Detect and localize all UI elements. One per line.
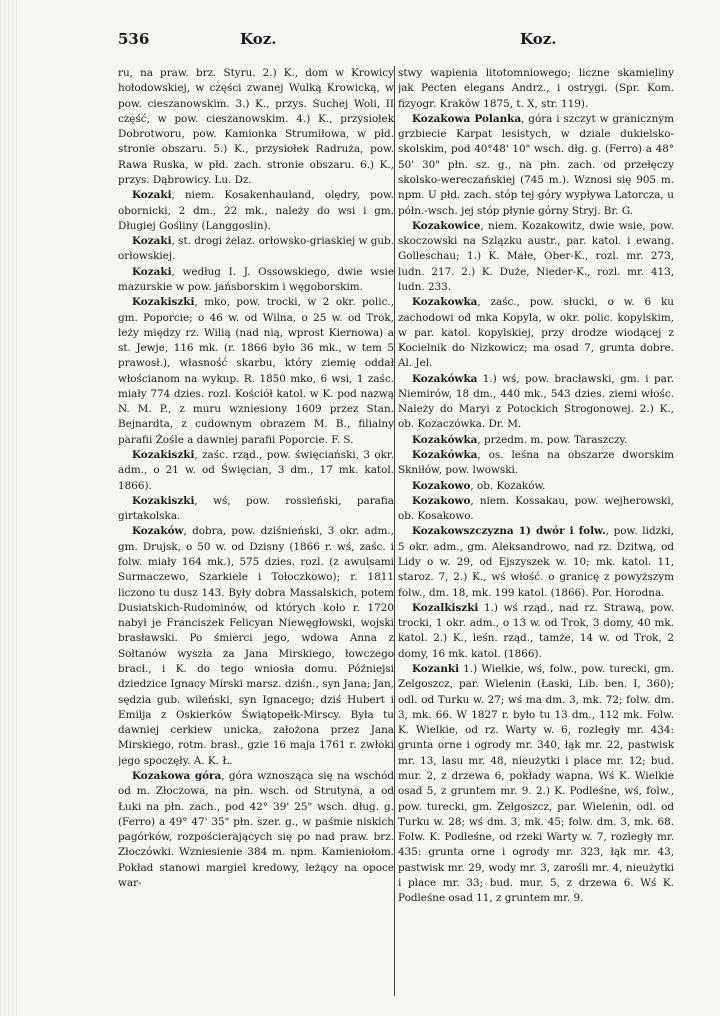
page-binding-edge: [0, 0, 20, 1016]
right-column: [398, 66, 674, 1002]
entry-paragraph: Kozalkiszki 1.) wś rząd., nad rz. Strawą, pow. trocki, 1 okr. adm., o 13 w. od Trok, 3 domy, 40 mk. katol. 2.) K., leśn. rząd., tamże, 14 w. od Trok, 2 domy, 16 mk. katol. (1866).: [398, 601, 674, 660]
entry-paragraph: Kozaki, według I. J. Ossowskiego, dwie wsie mazurskie w pow. jańsborskim i węgoborskim.: [118, 265, 394, 293]
entry-paragraph: Kozakówka, os. leśna na obszarze dworskim Skniłów, pow. lwowski.: [398, 449, 674, 477]
entry-paragraph: Kozakówka, przedm. m. pow. Taraszczy.: [412, 433, 628, 446]
left-running-head: Koz.: [240, 30, 277, 48]
entry-paragraph: stwy wapienia litotomniowego; liczne skamieliny jak Pecten elegans Andrz., i ostrygi. (Spr. Kom. fizyogr. Kraków 1875, t. X, str. 119).: [398, 67, 674, 110]
entry-paragraph: Kozakowa Polanka, góra i szczyt w granicznym grzbiecie Karpat lesistych, w dziale dukielsko-skolskim, pod 40°48' 10" wsch. dłg. g. (Ferro) a 48° 50' 30" płn. sz. g., na płn. zach. od przełęczy skolsko-wereczańskiej (745 m.). Wznosi się 905 m. npm. U płd. zach. stóp tej góry wypływa Latorcza, u półn.-wsch. jej stóp płynie górny Stryj. Br. G.: [398, 112, 674, 217]
entry-paragraph: Kozakiszki, zaśc. rząd., pow. święciański, 3 okr. adm., o 21 w. od Święcian, 3 dm., 17 mk. katol. 1866).: [118, 449, 394, 492]
entry-paragraph: Kozakowka, zaśc., pow. słucki, o w. 6 ku zachodowi od mka Kopyla, w okr. polic. kopylskim, w par. katol. kopylskiej, przy drodze wiodącej z Kocielnik do Nizkowicz; ma osad 7, grunta dobre. Al. Jel.: [398, 296, 674, 370]
entry-paragraph: Kozaków, dobra, pow. dziśnieński, 3 okr. adm., gm. Drujsk, o 50 w. od Dzisny (1866 r. wś, zaśc. i folw. miały 164 mk.), 575 dzies. rozl. (z awulsami Surmaczewo, Szarkiele i Tołoczkowo); r. 1811 liczono tu dusz 143. Były dobra Massalskich, potem Dusiatskich-Rudominów, od których koło r. 1720 nabył je Franciszek Felicyan Niewęgłowski, wojski brasławski. Po śmierci jego, wdowa Anna z Sołtanów wyszła za Jana Mirskiego, łowczego bracł., i K. do tego wniosła domu. Późniejsi dziedzice Ignacy Mirski marsz. dziśn., syn Jana; Jan, sędzia gub. wileński, syn Ignacego; dziś Hubert i Emilja z Oskierków Świątopełk-Mirscy. Była tu dawniej cerkiew unicka, założona przez Jana Mirskiego, rotm. brasł., gzie 16 maja 1761 r. zwłoki jego spoczęły. A. K. Ł.: [118, 525, 394, 767]
entry-paragraph: Kozakówka 1.) wś, pow. bracławski, gm. i par. Niemirów, 18 dm., 440 mk., 543 dzies. ziemi włośc. Należy do Maryi z Potockich Strogonowej. 2.) K., ob. Kozaczówka. Dr. M.: [398, 372, 674, 431]
entry-paragraph: Kozanki 1.) Wielkie, wś, folw., pow. turecki, gm. Zelgoszcz, par. Wielenin (Łaski, Lib. ben. I, 360); odl. od Turku w. 27; wś ma dm. 3, mk. 72; folw. dm. 3, mk. 66. W 1827 r. było tu 13 dm., 112 mk. Folw. K. Wielkie, od rz. Warty w. 6, rozległy mr. 434: grunta orne i ogrody mr. 340, łąk mr. 22, pastwisk mr. 13, lasu mr. 48, nieużytki i place mr. 12; bud. mur. 2, z drzewa 6, pokłady wapna. Wś K. Wielkie osad 5, z gruntem mr. 9. 2.) K. Podleśne, wś, folw., pow. turecki, gm. Zelgoszcz, par. Wielenin, odl. od Turku w. 28; wś dm. 3, mk. 45; folw. dm. 3, mk. 68. Folw. K. Podleśne, od rzeki Warty w. 7, rozległy mr. 435: grunta orne i ogrody mr. 323, łąk mr. 43, pastwisk mr. 29, wody mr. 3, zarośli mr. 4, nieużytki i place mr. 33; bud. mur. 5, z drzewa 6. Wś K. Podleśne osad 11, z gruntem mr. 9.: [398, 662, 674, 905]
entry-paragraph: Kozakiszki, wś, pow. rossieński, parafia girtakolska.: [118, 494, 394, 523]
entry-paragraph: Kozakiszki, mko, pow. trocki, w 2 okr. polic., gm. Poporcie; o 46 w. od Wilna, o 25 w. od Trok, leży między rz. Wilią (nad nią, wprost Kiernowa) a st. Jewje, 116 mk. (r. 1866 było 36 mk., w tem 5 prawosł.), własność skarbu, który ziemię oddał włościanom na wykup. R. 1850 mko, 6 wsi, 1 zaśc. miały 774 dzies. rozl. Kościół katol. w K. pod nazwą N. M. P., z muru wzniesiony 1609 przez Stan. Bejnardta, z cudownym obrazem M. B., filialny parafii Żośle a dawniej parafii Poporcie. F. S.: [118, 296, 394, 446]
right-running-head: Koz.: [520, 30, 557, 48]
page-number: 536: [118, 30, 150, 48]
page-header: [118, 30, 558, 54]
entry-paragraph: Kozakowa góra, góra wznosząca się na wschód od m. Złoczowa, na płn. wsch. od Strutyna, a od Łuki na płn. zach., pod 42° 39' 25" wsch. dług. g. (Ferro) a 49° 47' 35" płn. szer. g., w paśmie niskich pagórków, rozpościerających się po nad praw. brz. Złoczówki. Wzniesienie 384 m. npm. Kamieniołom. Pokład stanowi margiel kredowy, leżący na opoce war-: [118, 769, 394, 889]
entry-paragraph: Kozakowo, niem. Kossakau, pow. wejherowski, ob. Kosakowo.: [398, 494, 674, 523]
entry-paragraph: Kozaki, st. drogi żelaz. orłowsko-griaskiej w gub. orłowskiej.: [118, 235, 394, 263]
column-divider: [394, 66, 395, 996]
entry-paragraph: Kozaki, niem. Kosakenhauland, olędry, pow. obornicki, 2 dm., 22 mk., należy do wsi i gm. Długiej Gośliny (Langgoslin).: [118, 189, 394, 232]
left-column: [118, 66, 394, 1002]
entry-paragraph: Kozakowszczyzna 1) dwór i folw., pow. lidzki, 5 okr. adm., gm. Aleksandrowo, nad rz. Dzitwą, od Lidy o w. 29, od Ejszyszek w. 10; mk. katol. 11, staroz. 7, 2.) K., wś włość. o granicę z powyższym folw., dm. 18, mk. 199 katol. (1866). Por. Horodna.: [398, 525, 674, 599]
entry-paragraph: Kozakowice, niem. Kozakowitz, dwie wsie, pow. skoczowski na Szlązku austr., par. katol. i ewang. Golleschau; 1.) K. Małe, Ober-K., rozl. mr. 273, ludn. 217. 2.) K. Duże, Nieder-K., rozl. mr. 413, ludn. 233.: [398, 219, 674, 293]
entry-paragraph: Kozakowo, ob. Kozaków.: [412, 479, 546, 492]
entry-paragraph: ru, na praw. brz. Styru. 2.) K., dom w Krowicy hołodowskiej, w części zwanej Wulką Krowicką, w pow. cieszanowskim. 3.) K., przys. Suchej Woli, II część, w pow. cieszanowskim. 4.) K., przysiołek Dobrotworu, pow. Kamionka Strumiłowa, w płd. stronie obszaru. 5.) K., przysiołek Radruża, pow. Rawa Ruska, w płd. zach. stronie obszaru. 6.) K., przys. Dąbrowicy. Lu. Dz.: [118, 67, 394, 186]
